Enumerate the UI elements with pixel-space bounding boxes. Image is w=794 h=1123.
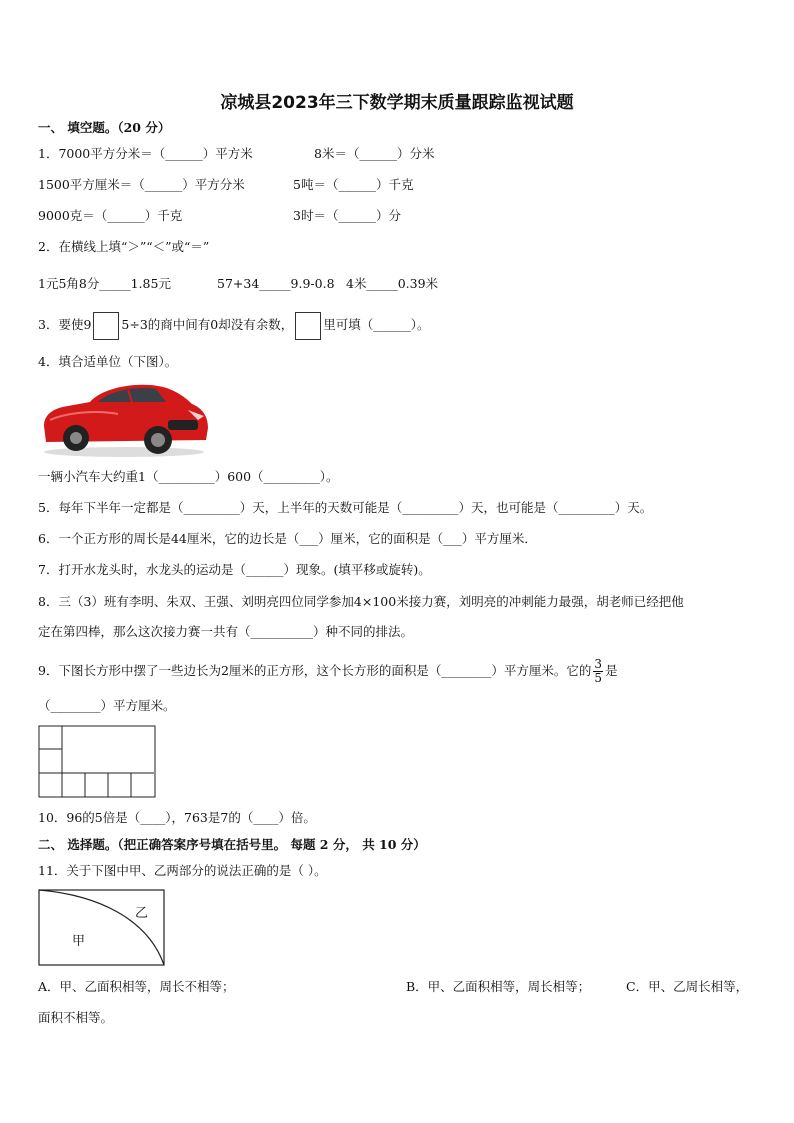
q9-fraction (593, 658, 603, 685)
label-yi: 乙 (135, 906, 149, 921)
q1-item-b: 8米＝（______）分米 (314, 146, 435, 161)
curve-division-figure (38, 889, 166, 967)
red-car-image (38, 376, 210, 460)
q6-text: 6．一个正方形的周长是44厘米，它的边长是（___）厘米，它的面积是（___）平方厘米． (38, 531, 537, 546)
q3-line (38, 311, 430, 340)
q5-text: 5．每年下半年一定都是（_________）天，上半年的天数可能是（_________）天，也可能是（_________）天。 (38, 500, 653, 515)
q3-blank-box-1 (93, 312, 119, 340)
q1-item-e: 9000克＝（______）千克 (38, 208, 183, 223)
q9-text: 9．下图长方形中摆了一些边长为2厘米的正方形，这个长方形的面积是（________）平方厘米。它的 (38, 663, 592, 678)
page-title: 凉城县2023年三下数学期末质量跟踪监视试题 (220, 93, 574, 113)
fraction-numerator: 3 (594, 657, 603, 671)
q8-line-1: 8．三（3）班有李明、朱双、王强、刘明亮四位同学参加4×100米接力赛，刘明亮的冲刺能力最强，胡老师已经把他 (38, 594, 684, 609)
section-1-heading: 一、 填空题。（20 分） (38, 120, 171, 135)
q9-line-2: （________）平方厘米。 (38, 698, 176, 713)
q11-text: 11．关于下图中甲、乙两部分的说法正确的是（ ）。 (38, 863, 327, 878)
q9-line-1 (38, 656, 618, 686)
q2-item-b: 57+34_____9.9-0.8 (217, 276, 335, 291)
section-2-heading: 二、 选择题。（把正确答案序号填在括号里。 每题 2 分， 共 10 分） (38, 837, 426, 852)
fraction-denominator: 5 (594, 671, 603, 685)
q9-text-end: 是 (605, 663, 618, 678)
q1-item-a: 1．7000平方分米＝（______）平方米 (38, 146, 253, 161)
q2-text: 2．在横线上填“＞”“＜”或“＝” (38, 239, 210, 254)
q4-text: 4．填合适单位（下图）。 (38, 354, 178, 369)
q3-pre: 3．要使9 (38, 317, 92, 332)
q2-item-c: 4米_____0.39米 (346, 276, 439, 291)
q4-fill: 一辆小汽车大约重1（_________）600（_________）。 (38, 469, 339, 484)
q11-option-a: A．甲、乙面积相等，周长不相等； (38, 979, 235, 994)
q1-item-d: 5吨＝（______）千克 (293, 177, 414, 192)
q3-post: 里可填（______）。 (323, 317, 430, 332)
q3-mid: 5÷3的商中间有0却没有余数， (121, 317, 294, 332)
q3-blank-box-2 (295, 312, 321, 340)
rectangle-squares-figure (38, 725, 158, 799)
q2-item-a: 1元5角8分_____1.85元 (38, 276, 171, 291)
label-jia: 甲 (72, 934, 86, 949)
q11-option-c: C．甲、乙周长相等， (626, 979, 749, 994)
q11-option-c-cont: 面积不相等。 (38, 1010, 114, 1025)
q7-text: 7．打开水龙头时，水龙头的运动是（______）现象。(填平移或旋转)。 (38, 562, 431, 577)
q11-option-b: B．甲、乙面积相等，周长相等； (406, 979, 591, 994)
q1-item-c: 1500平方厘米＝（______）平方分米 (38, 177, 245, 192)
q1-item-f: 3时＝（______）分 (293, 208, 401, 223)
q10-text: 10．96的5倍是（____），763是7的（____）倍。 (38, 810, 316, 825)
q8-line-2: 定在第四棒，那么这次接力赛一共有（__________）种不同的排法。 (38, 624, 414, 639)
